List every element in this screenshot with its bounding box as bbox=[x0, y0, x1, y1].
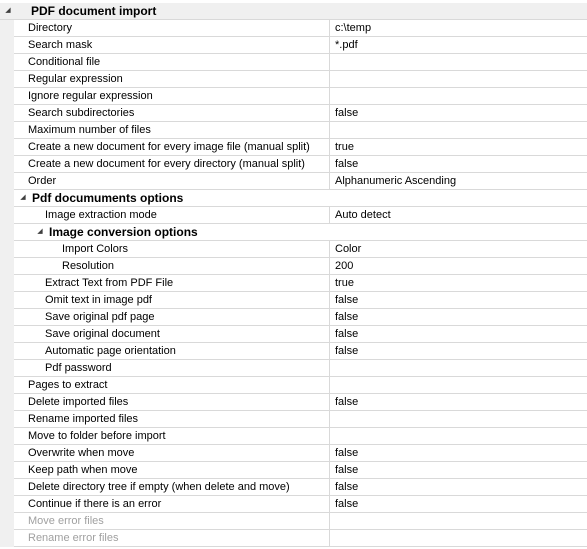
row-gutter bbox=[0, 292, 14, 309]
row-gutter bbox=[0, 343, 14, 360]
property-row-search-mask[interactable] bbox=[0, 37, 587, 54]
collapse-arrow-icon[interactable]: ◢ bbox=[37, 228, 43, 235]
property-label: Image extraction mode bbox=[45, 209, 157, 221]
row-gutter bbox=[0, 20, 14, 37]
property-label: Create a new document for every image file (manual split) bbox=[28, 141, 310, 153]
property-value[interactable]: true bbox=[335, 277, 354, 289]
row-gutter bbox=[0, 190, 14, 207]
category-title-text: Image conversion options bbox=[49, 225, 198, 239]
property-row-save-original-pdf-page[interactable] bbox=[0, 309, 587, 326]
property-label: Pages to extract bbox=[28, 379, 108, 391]
property-label: Overwrite when move bbox=[28, 447, 135, 459]
row-gutter bbox=[0, 326, 14, 343]
property-value[interactable] bbox=[331, 88, 587, 104]
property-row-conditional-file[interactable] bbox=[0, 54, 587, 71]
category-image-conversion-options[interactable] bbox=[0, 224, 587, 241]
property-value[interactable]: false bbox=[335, 328, 359, 340]
property-row-image-extraction-mode[interactable] bbox=[0, 207, 587, 224]
row-gutter bbox=[0, 105, 14, 122]
property-row-import-colors[interactable] bbox=[0, 241, 587, 258]
row-gutter bbox=[0, 224, 14, 241]
property-value[interactable]: Color bbox=[335, 243, 362, 255]
property-row-keep-path-when-move[interactable] bbox=[0, 462, 587, 479]
row-gutter bbox=[0, 156, 14, 173]
property-value[interactable]: false bbox=[335, 294, 359, 306]
property-row-directory[interactable] bbox=[0, 20, 587, 37]
category-title-text: PDF document import bbox=[31, 4, 157, 18]
row-gutter bbox=[0, 241, 14, 258]
row-gutter bbox=[0, 207, 14, 224]
property-label: Save original document bbox=[45, 328, 160, 340]
row-gutter bbox=[0, 71, 14, 88]
property-row-rename-error-files bbox=[0, 530, 587, 547]
property-label: Continue if there is an error bbox=[28, 498, 162, 510]
collapse-arrow-icon[interactable]: ◢ bbox=[20, 194, 26, 201]
property-label: Create a new document for every directory (manual split) bbox=[28, 158, 305, 170]
property-label: Search mask bbox=[28, 39, 93, 51]
property-label: Save original pdf page bbox=[45, 311, 155, 323]
category-pdf-options[interactable] bbox=[0, 190, 587, 207]
property-label: Conditional file bbox=[28, 56, 101, 68]
property-value[interactable] bbox=[331, 54, 587, 70]
property-label: Directory bbox=[28, 22, 73, 34]
property-value[interactable] bbox=[331, 411, 587, 427]
property-row-regular-expression[interactable] bbox=[0, 71, 587, 88]
property-row-move-to-folder[interactable] bbox=[0, 428, 587, 445]
property-label: Extract Text from PDF File bbox=[45, 277, 174, 289]
property-label: Automatic page orientation bbox=[45, 345, 176, 357]
property-value[interactable] bbox=[331, 122, 587, 138]
property-label: Rename imported files bbox=[28, 413, 139, 425]
property-value[interactable]: *.pdf bbox=[335, 39, 358, 51]
property-row-delete-imported-files[interactable] bbox=[0, 394, 587, 411]
property-row-search-subdirectories[interactable] bbox=[0, 105, 587, 122]
row-gutter bbox=[0, 360, 14, 377]
category-title-text: Pdf documuments options bbox=[32, 191, 184, 205]
property-label: Import Colors bbox=[62, 243, 129, 255]
property-value[interactable] bbox=[331, 71, 587, 87]
property-label: Pdf password bbox=[45, 362, 112, 374]
property-row-move-error-files bbox=[0, 513, 587, 530]
row-gutter bbox=[0, 530, 14, 547]
property-value[interactable]: false bbox=[335, 396, 359, 408]
row-gutter bbox=[0, 411, 14, 428]
property-value[interactable]: Auto detect bbox=[335, 209, 391, 221]
property-row-resolution[interactable] bbox=[0, 258, 587, 275]
property-value[interactable] bbox=[331, 377, 587, 393]
row-gutter bbox=[0, 275, 14, 292]
property-label: Resolution bbox=[62, 260, 114, 272]
row-gutter bbox=[0, 309, 14, 326]
property-label: Keep path when move bbox=[28, 464, 138, 476]
property-value[interactable]: c:\temp bbox=[335, 22, 372, 34]
property-value[interactable]: false bbox=[335, 464, 359, 476]
category-title bbox=[14, 3, 587, 19]
property-row-delete-directory-tree[interactable] bbox=[0, 479, 587, 496]
property-row-extract-text[interactable] bbox=[0, 275, 587, 292]
row-gutter bbox=[0, 88, 14, 105]
row-gutter bbox=[0, 479, 14, 496]
property-row-save-original-document[interactable] bbox=[0, 326, 587, 343]
property-value[interactable]: 200 bbox=[335, 260, 354, 272]
row-gutter bbox=[0, 496, 14, 513]
property-row-ignore-regular-expression[interactable] bbox=[0, 88, 587, 105]
property-label: Maximum number of files bbox=[28, 124, 151, 136]
category-pdf-document-import[interactable] bbox=[0, 3, 587, 20]
property-row-pages-to-extract[interactable] bbox=[0, 377, 587, 394]
row-gutter bbox=[0, 122, 14, 139]
property-label: Search subdirectories bbox=[28, 107, 135, 119]
property-row-new-document-per-image[interactable] bbox=[0, 139, 587, 156]
property-value[interactable]: Alphanumeric Ascending bbox=[335, 175, 457, 187]
row-gutter bbox=[0, 462, 14, 479]
property-value[interactable]: false bbox=[335, 311, 359, 323]
property-label: Delete imported files bbox=[28, 396, 129, 408]
row-gutter bbox=[0, 173, 14, 190]
property-label: Order bbox=[28, 175, 57, 187]
row-gutter bbox=[0, 37, 14, 54]
collapse-arrow-icon[interactable]: ◢ bbox=[5, 7, 11, 14]
property-row-overwrite-when-move[interactable] bbox=[0, 445, 587, 462]
property-row-maximum-number-of-files[interactable] bbox=[0, 122, 587, 139]
property-value[interactable]: false bbox=[335, 481, 359, 493]
property-row-new-document-per-directory[interactable] bbox=[0, 156, 587, 173]
property-row-order[interactable] bbox=[0, 173, 587, 190]
row-gutter bbox=[0, 139, 14, 156]
property-value bbox=[331, 530, 587, 546]
property-label: Move to folder before import bbox=[28, 430, 166, 442]
property-value[interactable]: false bbox=[335, 498, 359, 510]
property-row-automatic-page-orientation[interactable] bbox=[0, 343, 587, 360]
property-label: Omit text in image pdf bbox=[45, 294, 152, 306]
property-label: Ignore regular expression bbox=[28, 90, 153, 102]
row-gutter bbox=[0, 513, 14, 530]
property-value[interactable]: true bbox=[335, 141, 354, 153]
row-gutter bbox=[0, 394, 14, 411]
property-value[interactable] bbox=[331, 428, 587, 444]
row-gutter bbox=[0, 377, 14, 394]
property-value bbox=[331, 513, 587, 529]
property-grid bbox=[0, 3, 587, 547]
row-gutter bbox=[0, 54, 14, 71]
property-row-omit-text[interactable] bbox=[0, 292, 587, 309]
row-gutter bbox=[0, 445, 14, 462]
row-gutter bbox=[0, 258, 14, 275]
property-row-pdf-password[interactable] bbox=[0, 360, 587, 377]
row-gutter bbox=[0, 428, 14, 445]
property-value[interactable]: false bbox=[335, 107, 359, 119]
property-label: Delete directory tree if empty (when delete and move) bbox=[28, 481, 290, 493]
property-value[interactable]: false bbox=[335, 158, 359, 170]
property-row-continue-on-error[interactable] bbox=[0, 496, 587, 513]
property-value[interactable]: false bbox=[335, 447, 359, 459]
property-row-rename-imported-files[interactable] bbox=[0, 411, 587, 428]
property-label: Rename error files bbox=[28, 532, 119, 544]
property-label: Move error files bbox=[28, 515, 104, 527]
property-value[interactable]: false bbox=[335, 345, 359, 357]
property-label: Regular expression bbox=[28, 73, 123, 85]
property-value[interactable] bbox=[331, 360, 587, 376]
